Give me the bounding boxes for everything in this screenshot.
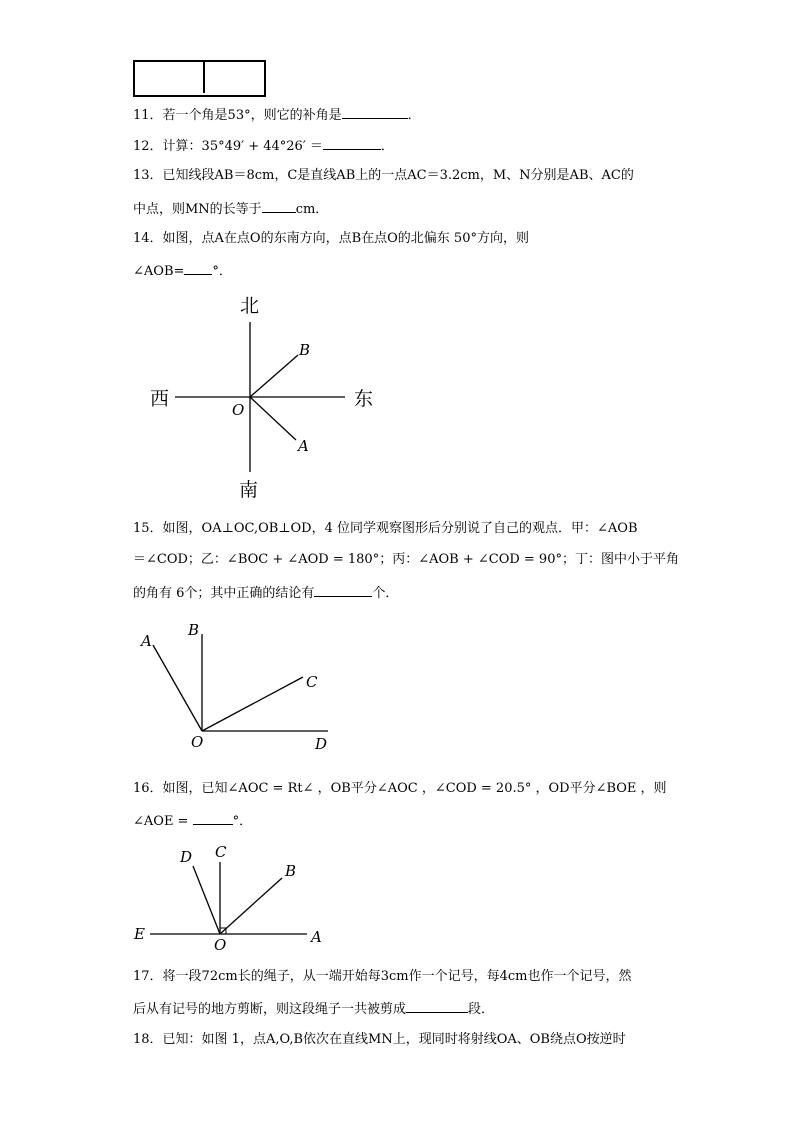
- point-e-label: E: [134, 925, 145, 943]
- point-b-label: B: [188, 621, 200, 639]
- point-o-label: O: [232, 401, 245, 419]
- question-11: 11．若一个角是53°，则它的补角是 ．: [133, 108, 421, 123]
- question-14-line-2: ∠AOB= °．: [133, 264, 232, 279]
- point-b-label: B: [299, 341, 311, 359]
- question-15-line-3: 的角有 6个；其中正确的结论有 个．: [133, 586, 399, 601]
- point-d-label: D: [180, 848, 193, 866]
- point-o-label: O: [214, 936, 227, 954]
- answer-blank[interactable]: [406, 1000, 468, 1013]
- point-o-label: O: [191, 733, 204, 751]
- point-a-label: A: [311, 928, 322, 946]
- point-b-label: B: [285, 862, 297, 880]
- question-15-line-2: ＝∠COD；乙：∠BOC + ∠AOD = 180°；丙：∠AOB + ∠COD = 90°；丁：图中小于平角: [133, 552, 679, 567]
- south-label: 南: [239, 479, 259, 501]
- west-label: 西: [150, 388, 170, 410]
- north-label: 北: [240, 295, 260, 317]
- question-17-line-1: 17．将一段72cm长的绳子，从一端开始每3cm作一个记号，每4cm也作一个记号，然: [133, 969, 632, 984]
- question-15-line-1: 15．如图，OA⊥OC,OB⊥OD，4 位同学观察图形后分别说了自己的观点．甲：∠AOB: [133, 521, 638, 536]
- point-d-label: D: [315, 735, 328, 753]
- question-16-line-1: 16．如图，已知∠AOC = Rt∠ ，OB平分∠AOC ，∠COD = 20.5° ，OD平分∠BOE ，则: [133, 781, 667, 796]
- ray-od: [193, 866, 220, 934]
- question-13-line-2: 中点，则MN的长等于 cm．: [133, 202, 329, 217]
- question-14-line-1: 14．如图，点A在点O的东南方向，点B在点O的北偏东 50°方向，则: [133, 231, 529, 246]
- east-label: 东: [354, 388, 374, 410]
- question-17-line-2: 后从有记号的地方剪断，则这段绳子一共被剪成 段．: [133, 1002, 495, 1017]
- question-13-line-1: 13．已知线段AB＝8cm，C是直线AB上的一点AC＝3.2cm，M、N分别是AB、AC的: [133, 168, 634, 183]
- question-16-line-2: ∠AOE = °．: [133, 814, 253, 829]
- question-12: 12．计算：35°49′ + 44°26′ ＝ ．: [133, 139, 394, 154]
- point-c-label: C: [306, 673, 318, 691]
- point-a-label: A: [298, 437, 309, 455]
- point-c-label: C: [215, 843, 227, 861]
- point-a-label: A: [141, 632, 152, 650]
- ray-ob: [220, 878, 282, 934]
- question-18-line-1: 18．已知：如图 1，点A,O,B依次在直线MN上，现同时将射线OA、OB绕点O按逆时: [133, 1032, 626, 1047]
